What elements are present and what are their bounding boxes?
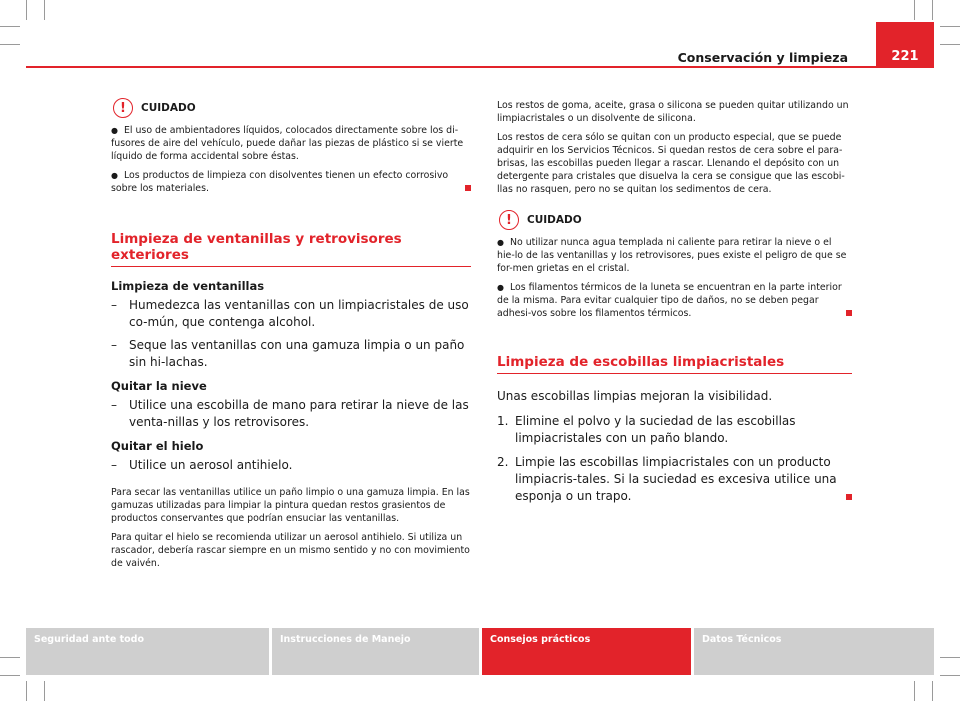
step-number: 1.: [497, 414, 509, 428]
subsection-title: Quitar la nieve: [111, 379, 207, 393]
crop-mark: [914, 681, 915, 701]
caution-title: CUIDADO: [141, 102, 196, 114]
crop-mark: [0, 44, 20, 45]
list-item: 2. Limpie las escobillas limpiacristales con un producto limpiacris-tales. Si la suciedad es excesiva utilice una esponja o un trapo.: [497, 454, 852, 505]
footer-tab-operation[interactable]: Instrucciones de Manejo: [272, 628, 479, 675]
warning-icon: !: [113, 98, 133, 118]
crop-mark: [26, 0, 27, 20]
crop-mark: [940, 657, 960, 658]
caution-heading: [497, 208, 852, 232]
dash-marker: –: [111, 338, 117, 352]
dash-marker: –: [111, 298, 117, 312]
caution-bullet: ● Los productos de limpieza con disolventes tienen un efecto corrosivo sobre los materiales.: [111, 169, 471, 195]
list-item: – Humedezca las ventanillas con un limpiacristales de uso co-mún, que contenga alcohol.: [111, 298, 469, 329]
end-of-section-marker: [846, 494, 852, 500]
caution-bullet: ● Los filamentos térmicos de la luneta se encuentran en la parte interior de la misma. Para evitar cualquier tipo de daños, no se deben pegar adhesi-vos sobre los filamentos térmicos.: [497, 281, 852, 320]
paragraph: Para secar las ventanillas utilice un paño limpio o una gamuza limpia. En las gamuzas utilizadas para limpiar la pintura quedan restos grasientos de productos conservantes que podrían ensuciar las ventanillas.: [111, 487, 470, 524]
crop-mark: [932, 681, 933, 701]
bullet-icon: ●: [497, 283, 504, 292]
crop-mark: [914, 0, 915, 20]
crop-mark: [940, 44, 960, 45]
paragraph: Los restos de goma, aceite, grasa o silicona se pueden quitar utilizando un limpiacristales o un disolvente de silicona.: [497, 100, 849, 124]
caution-bullet: ● El uso de ambientadores líquidos, colocados directamente sobre los di-fusores de aire del vehículo, puede dañar las piezas de plástico si se vierte líquido de forma accidental sobre éstas.: [111, 125, 464, 162]
bullet-icon: ●: [497, 238, 504, 247]
caution-bullet: ● No utilizar nunca agua templada ni caliente para retirar la nieve o el hie-lo de las ventanillas y los retrovisores, pues existe el peligro de que se for-men grietas en el cristal.: [497, 237, 847, 274]
caution-heading: [111, 96, 471, 120]
right-column: [497, 99, 852, 505]
caution-title: CUIDADO: [527, 214, 582, 226]
paragraph: Para quitar el hielo se recomienda utilizar un aerosol antihielo. Si utiliza un rascador, debería rascar siempre en un mismo sentido y no con movimiento de vaivén.: [111, 532, 470, 569]
crop-mark: [0, 26, 20, 27]
footer-tab-practical-tips[interactable]: Consejos prácticos: [482, 628, 691, 675]
end-of-section-marker: [846, 310, 852, 316]
list-item: – Utilice un aerosol antihielo.: [111, 458, 293, 472]
dash-marker: –: [111, 458, 117, 472]
dash-marker: –: [111, 398, 117, 412]
crop-mark: [940, 26, 960, 27]
section-title-wipers: Limpieza de escobillas limpiacristales: [497, 354, 852, 374]
crop-mark: [932, 0, 933, 20]
section-title-windows: Limpieza de ventanillas y retrovisores exteriores: [111, 231, 471, 267]
crop-mark: [44, 0, 45, 20]
list-item: 1. Elimine el polvo y la suciedad de las escobillas limpiacristales con un paño blando.: [497, 414, 796, 445]
list-item: – Seque las ventanillas con una gamuza limpia o un paño sin hi-lachas.: [111, 338, 465, 369]
warning-icon: !: [499, 210, 519, 230]
crop-mark: [940, 675, 960, 676]
header-rule: [26, 66, 934, 68]
crop-mark: [26, 681, 27, 701]
crop-mark: [0, 657, 20, 658]
subsection-title: Quitar el hielo: [111, 439, 204, 453]
step-number: 2.: [497, 455, 509, 469]
running-header-title: Conservación y limpieza: [677, 50, 848, 65]
page-number: 221: [876, 22, 934, 68]
paragraph: Los restos de cera sólo se quitan con un producto especial, que se puede adquirir en los Servicios Técnicos. Si quedan restos de cera sobre el para-brisas, las escobillas pueden llegar a rascar. Llenando el depósito con un detergente para cristales que disuelva la cera se consigue que las escobi-llas no rasquen, pero no se quitan los sedimentos de cera.: [497, 132, 845, 195]
left-column: [111, 96, 471, 576]
bullet-icon: ●: [111, 126, 118, 135]
end-of-section-marker: [465, 185, 471, 191]
subsection-title: Limpieza de ventanillas: [111, 279, 265, 293]
intro-paragraph: Unas escobillas limpias mejoran la visibilidad.: [497, 389, 773, 403]
crop-mark: [0, 675, 20, 676]
footer-tab-safety[interactable]: Seguridad ante todo: [26, 628, 269, 675]
crop-mark: [44, 681, 45, 701]
bullet-icon: ●: [111, 171, 118, 180]
footer-tab-technical-data[interactable]: Datos Técnicos: [694, 628, 934, 675]
list-item: – Utilice una escobilla de mano para retirar la nieve de las venta-nillas y los retrovisores.: [111, 398, 469, 429]
